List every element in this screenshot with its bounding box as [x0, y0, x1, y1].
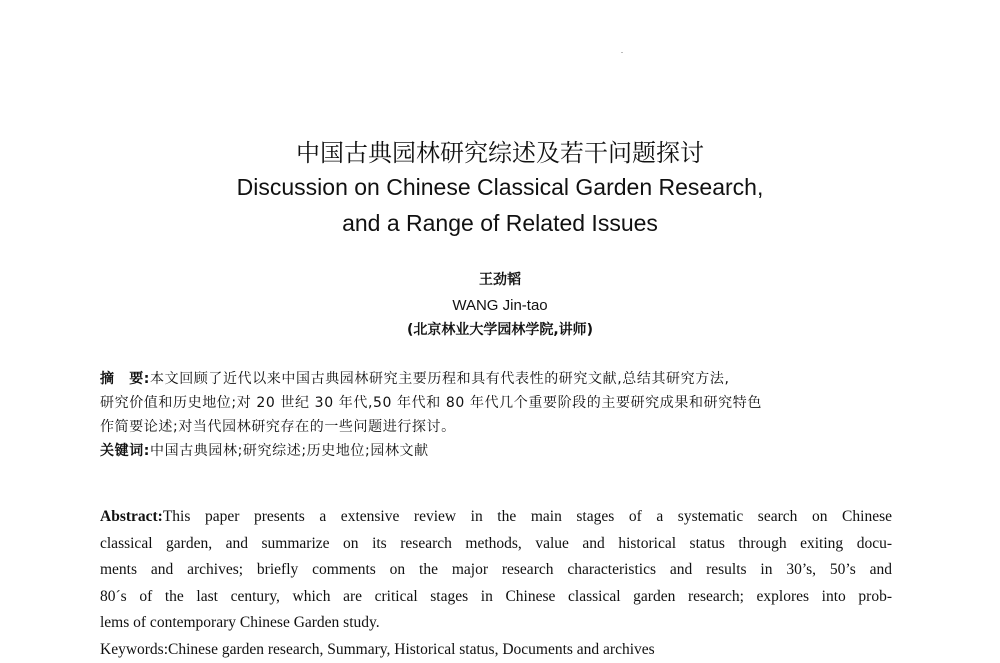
author-name-english: WANG Jin-tao [0, 296, 1000, 316]
abstract-chinese [100, 367, 900, 463]
keywords-en-line: Keywords:Chinese garden research, Summary, Historical status, Documents and archives [100, 637, 892, 663]
abstract-cn-label: 摘 要: [100, 371, 150, 387]
title-english-line-1: Discussion on Chinese Classical Garden Research, [0, 172, 1000, 202]
abstract-en-line: 80´s of the last century, which are critical stages in Chinese classical garden research; explores into prob- [100, 584, 892, 611]
abstract-cn-line: 研究价值和历史地位;对 20 世纪 30 年代,50 年代和 80 年代几个重要阶段的主要研究成果和研究特色 [100, 391, 900, 415]
abstract-en-text: This paper presents a extensive review in the main stages of a systematic search on Chinese [163, 508, 892, 525]
keywords-cn-line [100, 439, 900, 463]
abstract-cn-line: 作简要论述;对当代园林研究存在的一些问题进行探讨。 [100, 415, 900, 439]
abstract-en-label: Abstract: [100, 508, 163, 525]
title-chinese: 中国古典园林研究综述及若干问题探讨 [0, 138, 1000, 168]
abstract-cn-text: 本文回顾了近代以来中国古典园林研究主要历程和具有代表性的研究文献,总结其研究方法, [150, 371, 730, 387]
abstract-cn-line [100, 367, 900, 391]
author-affiliation: (北京林业大学园林学院,讲师) [0, 320, 1000, 340]
author-name-chinese: 王劲韬 [0, 270, 1000, 290]
title-english-line-2: and a Range of Related Issues [0, 208, 1000, 238]
scan-speck [621, 52, 623, 53]
abstract-en-line: lems of contemporary Chinese Garden study. [100, 610, 892, 637]
keywords-cn-label: 关键词: [100, 443, 150, 459]
abstract-en-line: classical garden, and summarize on its research methods, value and historical status through exiting docu- [100, 531, 892, 558]
keywords-cn-text: 中国古典园林;研究综述;历史地位;园林文献 [150, 443, 429, 459]
abstract-english [100, 504, 892, 663]
abstract-en-line: ments and archives; briefly comments on the major research characteristics and results in 30’s, 50’s and [100, 557, 892, 584]
abstract-en-line [100, 504, 892, 531]
